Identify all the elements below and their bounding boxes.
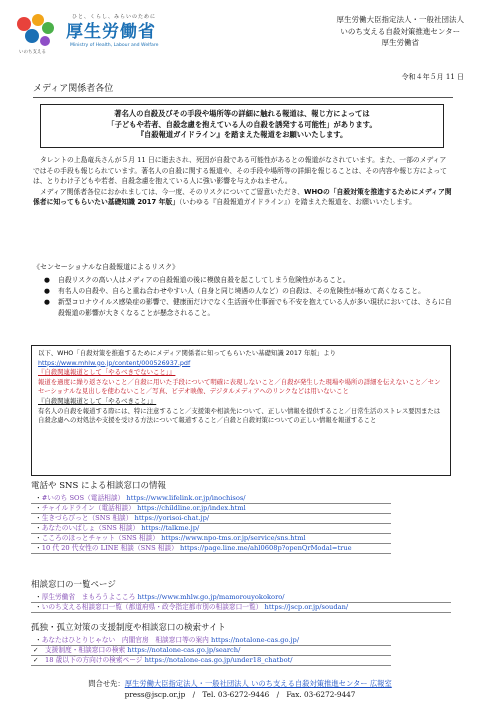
who-guideline-title: WHOの「自殺対策を推進するためにメディア関係者に知ってもらいたい基礎知識 2017 年版」 [33, 187, 452, 207]
logo-english: Ministry of Health, Labour and Welfare [70, 43, 159, 48]
sns-item[interactable]: ・こころのほっとチャット（SNS 相談） https://www.npo-tms.or.jp/service/sns.html [31, 534, 391, 544]
issuer-line: 厚生労働省 [381, 38, 419, 48]
body-text [33, 155, 453, 208]
sns-item[interactable]: ・あなたのいばしょ（SNS 相談） https://talkme.jp/ [31, 524, 391, 534]
risk-item: ● 有名人の自殺や、自らと重ね合わせやすい人（自身と同じ境遇の人など）の自殺は、その危険性が極めて高くなること。 [44, 287, 425, 296]
notice-box [40, 104, 444, 148]
check-icon: ✓ [33, 656, 39, 665]
guideline-box [31, 345, 451, 476]
risk-item: ● 新型コロナウイルス感染症の影響で、健康面だけでなく生活面や仕事面でも不安を抱えている人が多い現状においては、さらに自殺報道の影響が大きくなることが懸念されること。 [44, 298, 452, 317]
sns-section-title: 電話や SNS による相談窓口の情報 [31, 481, 166, 491]
addressee: メディア関係者各位 [33, 84, 453, 98]
contact-email[interactable]: press@jscp.or.jp [124, 689, 186, 699]
isolation-item[interactable]: ✓ 18 歳以下の方向けの検索ページ https://notalone-cas.go.jp/under18_chatbot/ [31, 656, 391, 666]
sns-item[interactable]: ・生きづらびっと（SNS 相談） https://yorisoi-chat.jp/ [31, 514, 391, 524]
logo-subtitle: いのち支える [19, 50, 46, 55]
sns-list [31, 494, 391, 554]
consult-item[interactable]: ・いのち支える相談窓口一覧（都道府県・政令指定都市別の相談窓口一覧） https://jscp.or.jp/soudan/ [31, 603, 451, 613]
sns-item[interactable]: ・#いのち SOS（電話相談） https://www.lifelink.or.jp/inochisos/ [31, 494, 391, 504]
consult-item[interactable]: ・厚生労働省 まもろうよこころ https://www.mhlw.go.jp/mamorouyokokoro/ [31, 593, 451, 603]
notice-line: 著名人の自殺及びその手段や場所等の詳細に触れる報道は、報じ方によっては [114, 109, 370, 118]
risk-item: ● 自殺リスクの高い人はメディアの自殺報道の後に模倣自殺を起こしてしまう危険性があること。 [44, 276, 350, 284]
dont-text: 報道を過度に繰り返さないこと／自殺に用いた手段について明確に表現しないこと／自殺が発生した現場や場所の詳細を伝えないこと／センセーショナルな見出しを使わないこと／写真、ビデオ映像、デジタルメディアへのリンクなどは用いないこと [38, 377, 441, 396]
issue-date: 令和４年５月 11 日 [401, 73, 464, 81]
mhlw-logo [14, 12, 204, 56]
consult-section-title: 相談窓口の一覧ページ [31, 580, 116, 590]
bullet-icon: ● [44, 298, 50, 307]
body-paragraph [33, 187, 453, 208]
bullet-icon: ● [44, 276, 50, 284]
sns-item[interactable]: ・チャイルドライン（電話相談） https://childline.or.jp/index.html [31, 504, 391, 514]
guideline-link[interactable]: https://www.mhlw.go.jp/content/000526937.pdf [38, 358, 191, 367]
sns-item[interactable]: ・10 代 20 代女性の LINE 相談（SNS 相談） https://page.line.me/ahl0608p?openQrModal=true [31, 544, 391, 554]
logo-tagline: ひと、くらし、みらいのために [72, 14, 157, 20]
bullet-icon: ● [44, 287, 50, 296]
contact-label: 問合せ先： [88, 679, 125, 688]
body-paragraph: タレントの上島竜兵さんが５月 11 日に逝去され、死因が自殺である可能性があるとの報道がなされています。また、一部のメディアではその手段も報じられています。著名人の自殺に関する報道や、その手段や場所等の詳細を報じることは、その内容や報じ方によっては、とりわけ子どもや若者、自殺念慮を抱えている人に強い影響を与えかねません。 [33, 156, 447, 186]
issuer-line: いのち支える自殺対策推進センター [340, 26, 461, 36]
consult-list [31, 593, 451, 613]
isolation-section-title: 孤独・孤立対策の支援制度や相談窓口の検索サイト [31, 623, 226, 633]
contact-tel: Tel. 03-6272-9446 [202, 689, 270, 699]
contact-fax: Fax. 03-6272-9447 [286, 689, 356, 699]
body-text-part: （いわゆる『自殺報道ガイドライン』）を踏まえた報道を、お願いいたします。 [179, 198, 416, 207]
contact-details: press@jscp.or.jp / Tel. 03-6272-9446 / Fax. 03-6272-9447 [124, 689, 356, 699]
contact-org: 厚生労働大臣指定法人・一般社団法人 いのち支える自殺対策推進センター 広報室 [124, 679, 392, 688]
do-title: 『自殺関連報道として「やるべきこと」』 [38, 397, 157, 406]
guideline-intro: 以下、WHO「自殺対策を推進するためにメディア関係者に知ってもらいたい基礎知識 2017 年版」より [38, 349, 336, 357]
body-text-part: メディア関係者各位におかれましては、今一度、そのリスクについてご留意いただき、 [40, 187, 304, 196]
check-icon: ✓ [33, 646, 39, 655]
logo-name: 厚生労働省 [66, 22, 156, 42]
notice-line: 「子どもや若者、自殺念慮を抱えている人の自殺を誘発する可能性」があります。 [107, 119, 377, 129]
issuer [337, 14, 465, 49]
isolation-list [31, 636, 391, 666]
do-text: 有名人の自殺を報道する際には、特に注意すること／支援策や相談先について、正しい情報を提供すること／日常生活のストレス要因または自殺念慮への対処法や支援を受ける方法について報道すること／自殺と自殺対策についての正しい情報を報道すること [38, 406, 441, 425]
notice-line: 『自殺報道ガイドライン』を踏まえた報道をお願いいたします。 [136, 130, 348, 140]
risk-title: 《センセーショナルな自殺報道によるリスク》 [33, 263, 179, 271]
issuer-line: 厚生労働大臣指定法人・一般社団法人 [336, 15, 464, 24]
risk-list [40, 275, 452, 319]
footer-contact [30, 679, 450, 701]
dont-title: 『自殺関連報道として「やるべきでないこと」』 [38, 368, 176, 377]
isolation-item[interactable]: ✓ 支援制度・相談窓口の検索 https://notalone-cas.go.jp/search/ [31, 646, 391, 656]
isolation-item[interactable]: ・あなたはひとりじゃない 内閣官房 相談窓口等の案内 https://notalone-cas.go.jp/ [31, 636, 391, 646]
